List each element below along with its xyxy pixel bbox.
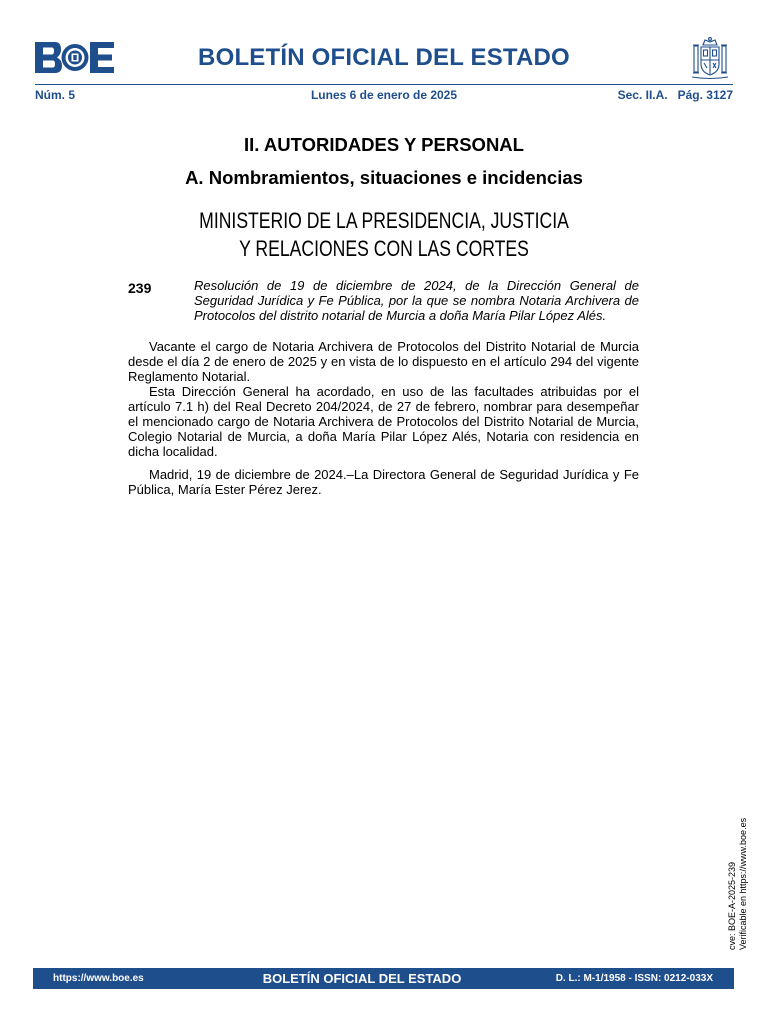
- section-page: [608, 88, 733, 102]
- section-title: II. AUTORIDADES Y PERSONAL: [244, 134, 524, 155]
- entry-number: 239: [128, 280, 152, 296]
- signature-paragraph: Madrid, 19 de diciembre de 2024.–La Directora General de Seguridad Jurídica y Fe Pública, María Ester Pérez Jerez.: [128, 467, 639, 497]
- ministry-line-1: MINISTERIO DE LA PRESIDENCIA, JUSTICIA: [199, 208, 569, 233]
- header-title: BOLETÍN OFICIAL DEL ESTADO: [198, 44, 570, 71]
- coat-of-arms-icon: [690, 36, 730, 80]
- verification-note: [727, 810, 749, 950]
- section-label: Sec. II.A.: [617, 88, 668, 102]
- entry-summary: Resolución de 19 de diciembre de 2024, de la Dirección General de Seguridad Jurídica y Fe Pública, por la que se nombra Notaria Archivera de Protocolos del distrito notarial de Murcia a doña María Pilar López Alés.: [194, 278, 639, 323]
- footer-bar: [33, 968, 734, 989]
- ministry-line-2: Y RELACIONES CON LAS CORTES: [239, 236, 529, 261]
- body-paragraph: Esta Dirección General ha acordado, en uso de las facultades atribuidas por el artículo 7.1 h) del Real Decreto 204/2024, de 27 de febrero, nombrar para desempeñar el mencionado cargo de Notaria Archivera de Protocolos del Distrito Notarial de Murcia, Colegio Notarial de Murcia, a doña María Pilar López Alés, Notaria con residencia en dicha localidad.: [128, 384, 639, 459]
- body-paragraph: Vacante el cargo de Notaria Archivera de Protocolos del Distrito Notarial de Murcia desde el día 2 de enero de 2025 y en vista de lo dispuesto en el artículo 294 del vigente Reglamento Notarial.: [128, 339, 639, 384]
- verification-link-text: Verificable en https://www.boe.es: [738, 817, 748, 950]
- page-label: Pág. 3127: [677, 88, 733, 102]
- footer-url-link[interactable]: https://www.boe.es: [53, 973, 144, 984]
- issue-number: Núm. 5: [35, 88, 76, 102]
- subsection-title: A. Nombramientos, situaciones e incidencias: [185, 167, 583, 188]
- footer-legal: D. L.: M-1/1958 - ISSN: 0212-033X: [555, 973, 713, 984]
- issue-date: Lunes 6 de enero de 2025: [310, 88, 458, 102]
- body-text: [128, 339, 639, 497]
- header-info-row: [35, 88, 733, 104]
- cve-code: cve: BOE-A-2025-239: [727, 861, 737, 950]
- ministry-heading: [77, 207, 691, 263]
- header-rule: [35, 84, 733, 85]
- footer-title: BOLETÍN OFICIAL DEL ESTADO: [262, 971, 462, 986]
